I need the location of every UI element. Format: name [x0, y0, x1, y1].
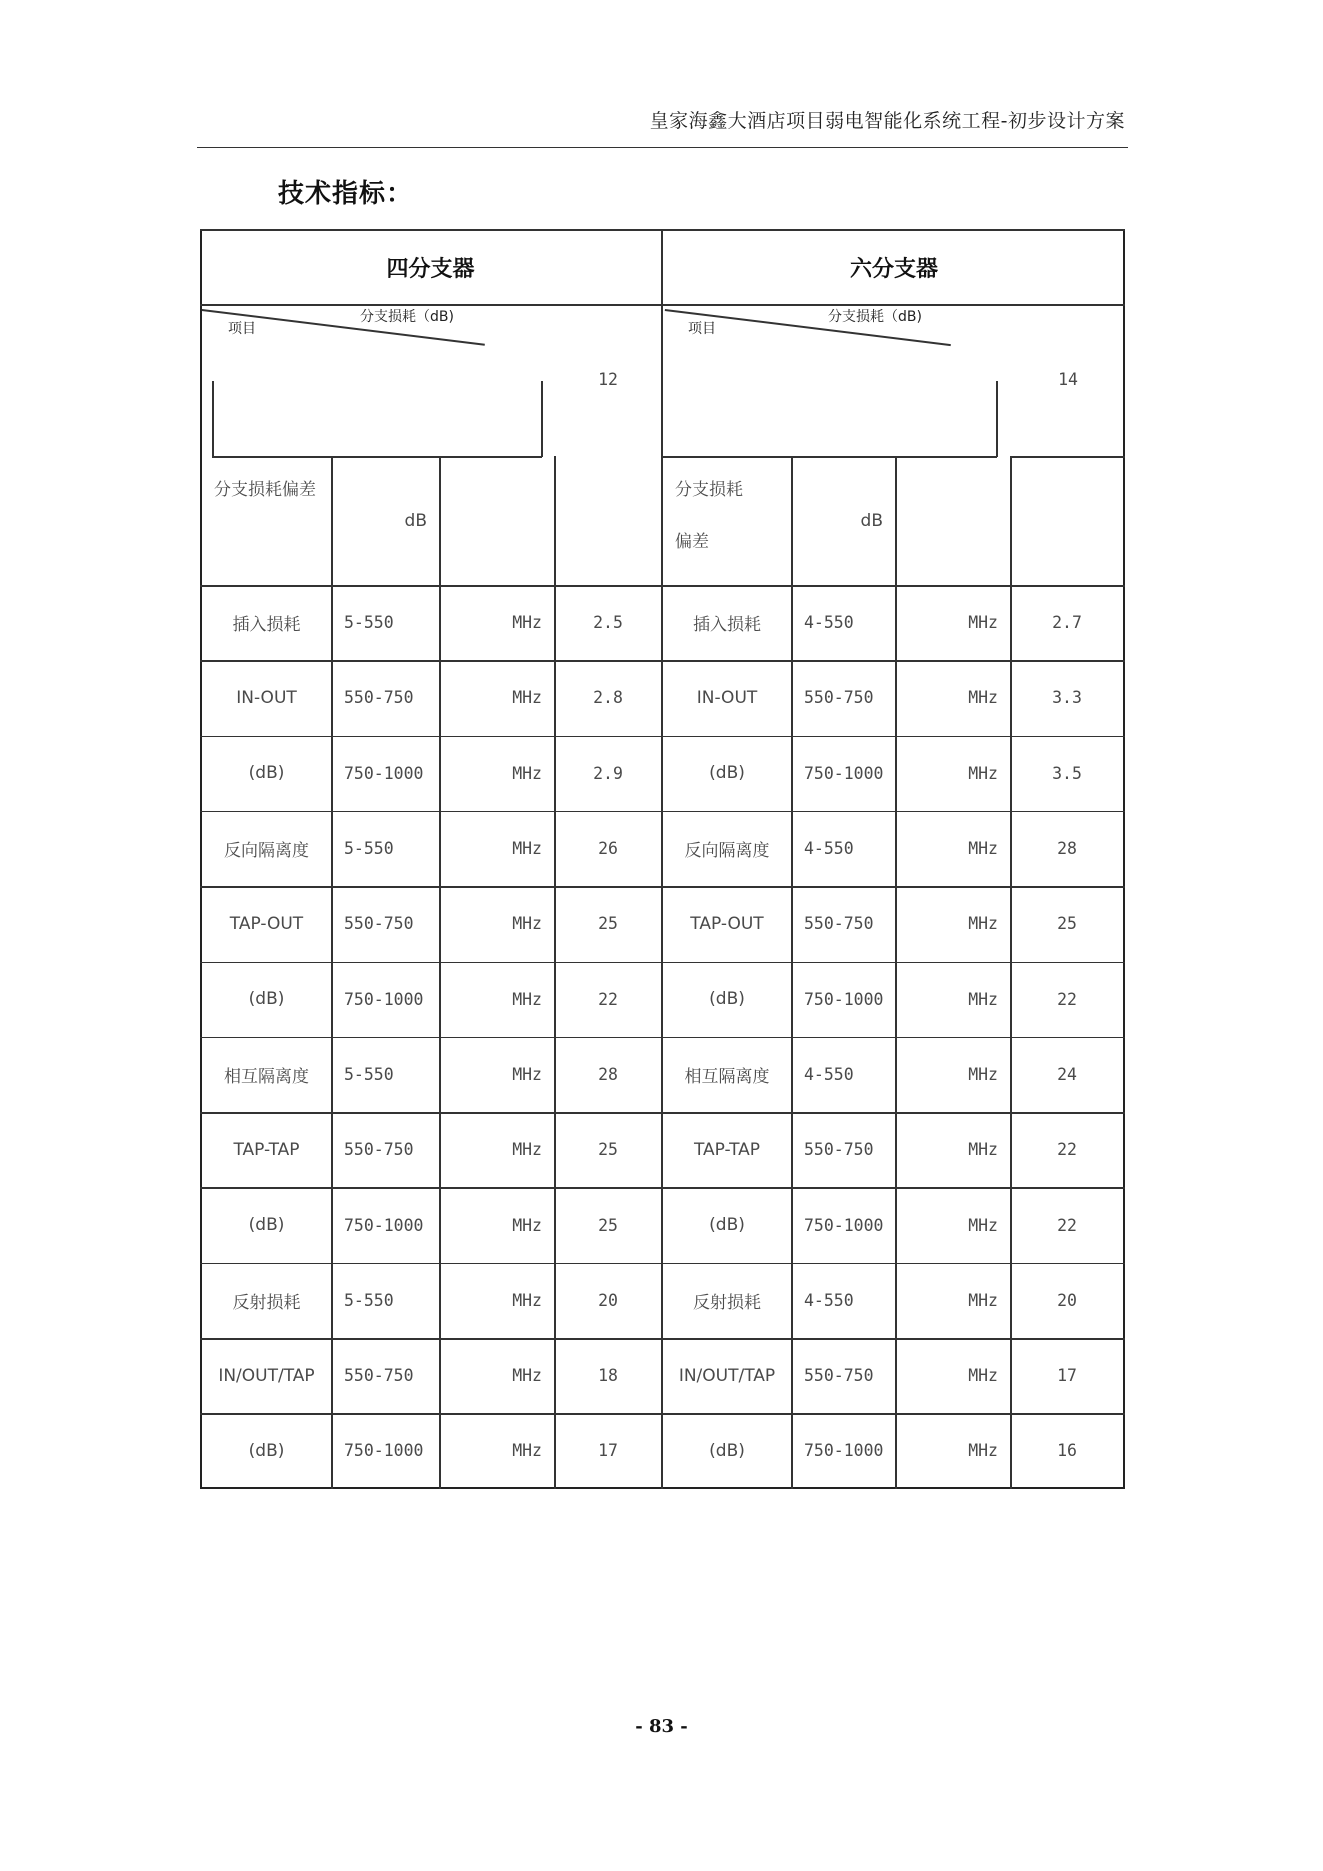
cell-right-range: 4-550	[804, 1290, 854, 1310]
deviation-col-line-7	[1010, 456, 1012, 585]
cell-right-range: 4-550	[804, 1064, 854, 1084]
section-title: 技术指标：	[278, 179, 414, 209]
cell-right-value: 20	[1057, 1290, 1077, 1310]
left-deviation-label-text: 分支损耗偏差	[214, 480, 316, 500]
cell-right-range: 550-750	[804, 914, 874, 934]
left-diag-top-label: 分支损耗（dB)	[360, 309, 454, 325]
cell-right-unit: MHz	[968, 914, 998, 934]
cell-left-value: 25	[598, 1140, 618, 1160]
cell-right-range: 550-750	[804, 1366, 874, 1386]
cell-left-range: 750-1000	[344, 1441, 424, 1461]
cell-right-value: 28	[1057, 839, 1077, 859]
cell-right-unit: MHz	[968, 1366, 998, 1386]
cell-left-value: 18	[598, 1366, 618, 1386]
cell-right-label: 反向隔离度	[684, 841, 770, 862]
header-six-way-tap: 六分支器	[849, 256, 938, 282]
cell-left-value: 17	[598, 1441, 618, 1461]
cell-left-range: 750-1000	[344, 1215, 424, 1235]
cell-left-value: 2.5	[593, 613, 623, 633]
cell-right-label: IN-OUT	[696, 687, 758, 708]
cell-left-range: 550-750	[344, 688, 414, 708]
cell-right-range: 4-550	[804, 839, 854, 859]
right-deviation-unit: dB	[860, 510, 883, 531]
cell-right-value: 2.7	[1052, 613, 1082, 633]
cell-left-unit: MHz	[512, 1441, 542, 1461]
deviation-col-line-7-top	[1010, 456, 1125, 458]
cell-right-label: (dB)	[709, 989, 745, 1010]
cell-left-value: 2.9	[593, 763, 623, 783]
cell-right-unit: MHz	[968, 1441, 998, 1461]
cell-right-label: (dB)	[709, 1440, 745, 1461]
cell-right-range: 550-750	[804, 1140, 874, 1160]
cell-right-range: 750-1000	[804, 989, 884, 1009]
right-inner-box-right	[996, 381, 998, 457]
cell-right-value: 3.5	[1052, 763, 1082, 783]
cell-right-value: 22	[1057, 1140, 1077, 1160]
cell-right-label: TAP-TAP	[693, 1139, 761, 1160]
deviation-col-line-3	[554, 456, 556, 585]
cell-left-value: 20	[598, 1290, 618, 1310]
right-branch-loss-value: 14	[1058, 369, 1078, 389]
deviation-col-line-2	[439, 456, 441, 585]
header-divider	[197, 147, 1128, 148]
left-inner-box-right	[541, 381, 543, 457]
cell-right-value: 17	[1057, 1366, 1077, 1386]
cell-right-label: 相互隔离度	[684, 1066, 770, 1087]
cell-left-range: 550-750	[344, 914, 414, 934]
right-diag-bottom-label: 项目	[688, 321, 716, 337]
cell-right-unit: MHz	[968, 839, 998, 859]
cell-right-unit: MHz	[968, 763, 998, 783]
cell-left-label: 相互隔离度	[224, 1066, 309, 1087]
cell-right-range: 750-1000	[804, 1215, 884, 1235]
spec-table	[200, 229, 1125, 1489]
cell-left-range: 5-550	[344, 839, 394, 859]
cell-left-value: 28	[598, 1064, 618, 1084]
cell-left-label: (dB)	[248, 1215, 285, 1236]
page-number: - 83 -	[635, 1716, 688, 1737]
cell-left-value: 25	[598, 1215, 618, 1235]
cell-right-unit: MHz	[968, 989, 998, 1009]
cell-left-unit: MHz	[512, 1366, 542, 1386]
cell-left-label: (dB)	[248, 989, 285, 1010]
left-deviation-label	[202, 456, 330, 585]
cell-left-unit: MHz	[512, 1290, 542, 1310]
cell-left-unit: MHz	[512, 1140, 542, 1160]
cell-right-unit: MHz	[968, 613, 998, 633]
cell-right-value: 24	[1057, 1064, 1077, 1084]
cell-right-value: 25	[1057, 914, 1077, 934]
cell-left-label: 插入损耗	[232, 615, 301, 636]
cell-left-range: 5-550	[344, 1290, 394, 1310]
deviation-col-line-6	[895, 456, 897, 585]
left-diag-bottom-label: 项目	[228, 321, 256, 337]
right-deviation-label-text: 分支损耗偏差	[675, 480, 743, 552]
cell-right-value: 3.3	[1052, 688, 1082, 708]
cell-left-unit: MHz	[512, 914, 542, 934]
cell-right-unit: MHz	[968, 688, 998, 708]
cell-right-label: (dB)	[709, 763, 745, 784]
cell-right-range: 750-1000	[804, 763, 884, 783]
cell-right-label: 插入损耗	[693, 615, 761, 636]
left-inner-box-left	[212, 381, 214, 457]
cell-left-unit: MHz	[512, 688, 542, 708]
cell-left-label: (dB)	[248, 1440, 285, 1461]
document-title: 皇家海鑫大酒店项目弱电智能化系统工程-初步设计方案	[649, 110, 1125, 132]
cell-right-label: TAP-OUT	[690, 913, 764, 934]
cell-left-range: 550-750	[344, 1140, 414, 1160]
cell-left-range: 5-550	[344, 1064, 394, 1084]
cell-right-unit: MHz	[968, 1215, 998, 1235]
header-four-way-tap: 四分支器	[386, 256, 475, 282]
cell-left-range: 5-550	[344, 613, 394, 633]
cell-right-label: IN/OUT/TAP	[678, 1365, 776, 1386]
cell-right-range: 750-1000	[804, 1441, 884, 1461]
cell-left-value: 25	[598, 914, 618, 934]
cell-right-value: 22	[1057, 1215, 1077, 1235]
cell-right-label: 反射损耗	[693, 1292, 761, 1313]
cell-left-range: 550-750	[344, 1366, 414, 1386]
cell-left-unit: MHz	[512, 763, 542, 783]
cell-left-value: 2.8	[593, 688, 623, 708]
cell-left-unit: MHz	[512, 989, 542, 1009]
cell-right-unit: MHz	[968, 1064, 998, 1084]
cell-right-range: 4-550	[804, 613, 854, 633]
cell-left-value: 22	[598, 989, 618, 1009]
cell-left-value: 26	[598, 839, 618, 859]
cell-left-unit: MHz	[512, 1215, 542, 1235]
cell-right-unit: MHz	[968, 1140, 998, 1160]
right-deviation-label	[663, 456, 791, 585]
cell-left-label: IN-OUT	[236, 687, 297, 708]
cell-left-label: (dB)	[248, 763, 285, 784]
left-deviation-unit: dB	[404, 510, 427, 531]
cell-left-unit: MHz	[512, 613, 542, 633]
right-diag-top-label: 分支损耗（dB)	[828, 309, 922, 325]
cell-right-label: (dB)	[709, 1215, 745, 1236]
cell-left-label: TAP-OUT	[229, 913, 304, 934]
cell-left-label: 反射损耗	[232, 1292, 301, 1313]
cell-right-value: 22	[1057, 989, 1077, 1009]
cell-left-label: 反向隔离度	[224, 841, 309, 862]
left-branch-loss-value: 12	[598, 369, 618, 389]
cell-left-unit: MHz	[512, 839, 542, 859]
cell-left-label: IN/OUT/TAP	[218, 1365, 315, 1386]
cell-right-unit: MHz	[968, 1290, 998, 1310]
cell-left-unit: MHz	[512, 1064, 542, 1084]
cell-left-range: 750-1000	[344, 763, 424, 783]
cell-left-range: 750-1000	[344, 989, 424, 1009]
cell-right-range: 550-750	[804, 688, 874, 708]
cell-right-value: 16	[1057, 1441, 1077, 1461]
cell-left-label: TAP-TAP	[233, 1139, 300, 1160]
